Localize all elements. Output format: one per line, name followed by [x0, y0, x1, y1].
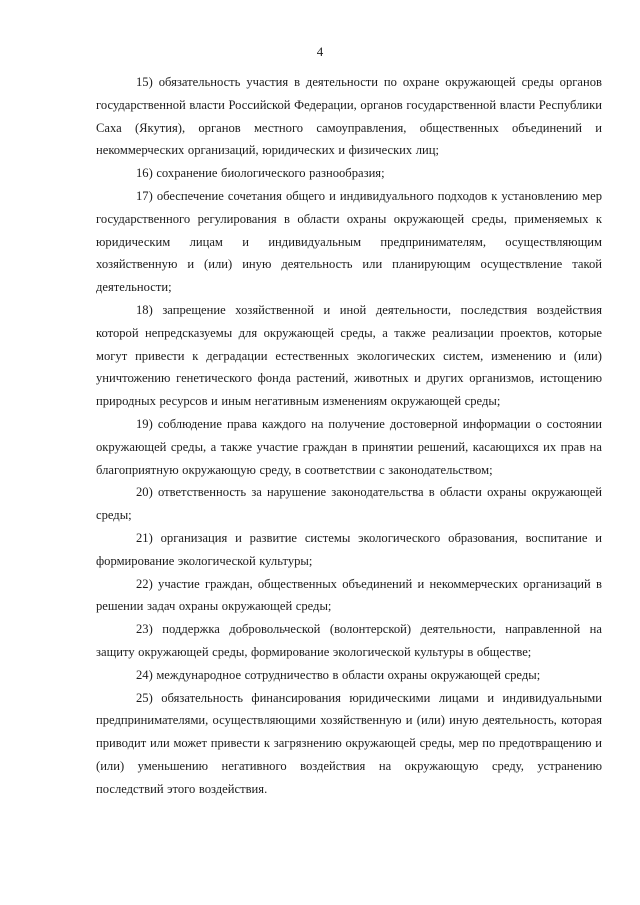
page-number: 4: [316, 44, 324, 59]
list-item-19: 19) соблюдение права каждого на получение достоверной информации о состоянии окружающей среды, а также участие граждан в принятии решений, касающихся их прав на благоприятную окружающую среду, в соответствии с законодательством;: [96, 416, 602, 477]
list-item-15: 15) обязательность участия в деятельности по охране окружающей среды органов государственной власти Российской Федерации, органов государственной власти Республики Саха (Якутия), органов местного самоуправления, общественных объединений и некоммерческих организаций, юридических и физических лиц;: [96, 75, 602, 158]
document-body: [96, 71, 602, 801]
list-item-21: 21) организация и развитие системы экологического образования, воспитание и формирование экологической культуры;: [96, 530, 602, 568]
list-item-24: 24) международное сотрудничество в области охраны окружающей среды;: [136, 667, 541, 682]
list-item-18: 18) запрещение хозяйственной и иной деятельности, последствия воздействия которой непредсказуемы для окружающей среды, а также реализации проектов, которые могут привести к деградации естественных экологических систем, изменению и (или) уничтожению генетического фонда растений, животных и других организмов, истощению природных ресурсов и иным негативным изменениям окружающей среды;: [96, 302, 602, 409]
list-item-20: 20) ответственность за нарушение законодательства в области охраны окружающей среды;: [96, 485, 602, 523]
list-item-22: 22) участие граждан, общественных объединений и некоммерческих организаций в решении задач охраны окружающей среды;: [96, 576, 602, 614]
list-item-23: 23) поддержка добровольческой (волонтерской) деятельности, направленной на защиту окружающей среды, формирование экологической культуры в обществе;: [96, 622, 602, 659]
list-item-25: 25) обязательность финансирования юридическими лицами и индивидуальными предпринимателями, осуществляющими хозяйственную и (или) иную деятельность, которая приводит или может привести к загрязнению окружающей среды, мер по предотвращению и (или) уменьшению негативного воздействия на окружающую среду, устранению последствий этого воздействия.: [96, 690, 602, 796]
list-item-17: 17) обеспечение сочетания общего и индивидуального подходов к установлению мер государственного регулирования в области охраны окружающей среды, применяемых к юридическим лицам и индивидуальным предпринимателям, осуществляющим хозяйственную и (или) иную деятельность или планирующим осуществление такой деятельности;: [96, 188, 602, 295]
list-item-16: 16) сохранение биологического разнообразия;: [136, 166, 385, 181]
